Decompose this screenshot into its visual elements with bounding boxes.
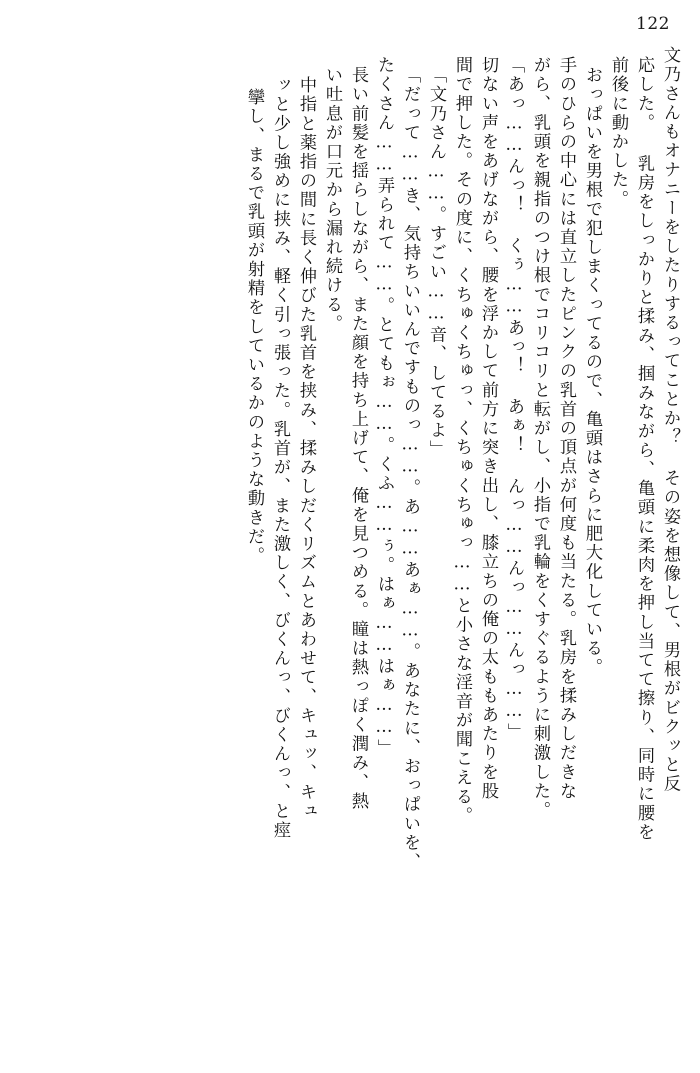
text-line: 「文乃さん……。すごい……音、してるよ」 <box>426 66 446 460</box>
text-line: 間で押した。その度に、くちゅくちゅっ、くちゅくちゅっ……と小さな淫音が聞こえる。 <box>452 56 472 826</box>
text-line: ッと少し強めに挟み、軽く引っ張った。乳首が、また激しく、びくんっ、びくんっ、と痙 <box>270 76 290 840</box>
text-line: い吐息が口元から漏れ続ける。 <box>322 66 342 334</box>
text-line: 文乃さんもオナニーをしたりするってことか？ その姿を想像して、男根がビクッと反 <box>660 46 680 794</box>
text-line: 前後に動かした。 <box>608 56 628 209</box>
text-line: 応した。 乳房をしっかりと揉み、掴みながら、亀頭に柔肉を押し当てて擦り、同時に腰を <box>634 56 654 842</box>
text-line: 切ない声をあげながら、腰を浮かして前方に突き出し、膝立ちの俺の太ももあたりを股 <box>478 56 498 801</box>
text-line: 「だって……き、気持ちいいんですものっ……。あ……あぁ……。あなたに、おっぱいを、 <box>400 66 420 872</box>
page-number: 122 <box>636 14 670 34</box>
text-line: 攣し、まるで乳頭が射精をしているかのような動きだ。 <box>244 88 264 566</box>
text-line: おっぱいを男根で犯しまくってるので、亀頭はさらに肥大化している。 <box>582 66 602 678</box>
vertical-text-body <box>22 46 678 1040</box>
text-line: 中指と薬指の間に長く伸びた乳首を挟み、揉みしだくリズムとあわせて、キュッ、キュ <box>296 76 316 821</box>
text-line: がら、乳頭を親指のつけ根でコリコリと転がし、小指で乳輪をくすぐるように刺激した。 <box>530 56 550 820</box>
text-line: たくさん……弄られて……。とてもぉ……。くふ……ぅ。はぁ……はぁ……」 <box>374 56 394 759</box>
text-line: 手のひらの中心には直立したピンクの乳首の頂点が何度も当たる。乳房を揉みしだきな <box>556 56 576 801</box>
text-line: 「あっ……んっ！ くぅ……あっ！ あぁ！ んっ……んっ……んっ……」 <box>504 56 524 742</box>
text-line: 長い前髪を揺らしながら、また顔を持ち上げて、俺を見つめる。瞳は熱っぽく潤み、熱 <box>348 66 368 811</box>
